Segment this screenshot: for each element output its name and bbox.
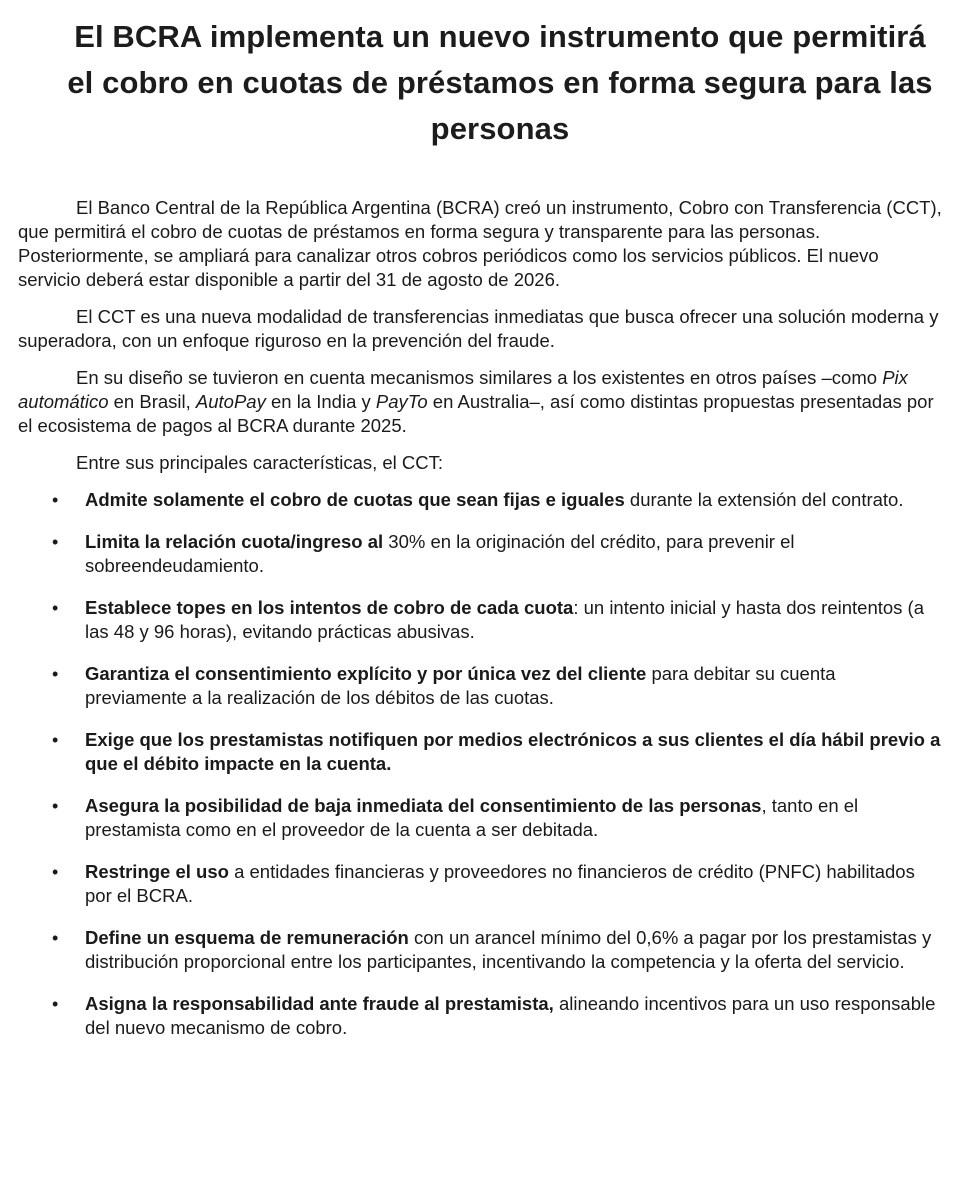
bullet-icon: • — [52, 664, 59, 684]
feature-text: a entidades financieras y proveedores no financieros de crédito (PNFC) habilitados por el BCRA. — [85, 861, 915, 906]
bullet-icon: • — [52, 994, 59, 1014]
bullet-icon: • — [52, 598, 59, 618]
payto-term: PayTo — [375, 391, 428, 412]
feature-bold: Asigna la responsabilidad ante fraude al prestamista, — [85, 993, 554, 1014]
bullet-icon: • — [52, 928, 59, 948]
feature-bold: Asegura la posibilidad de baja inmediata del consentimiento de las personas — [85, 795, 762, 816]
list-item — [18, 926, 942, 974]
design-text-a: En su diseño se tuvieron en cuenta mecanismos similares a los existentes en otros países –como — [76, 367, 883, 388]
design-text-c: en la India y — [265, 391, 376, 412]
list-item — [18, 596, 942, 644]
pix-term: Pix automático — [18, 367, 908, 412]
bullet-icon: • — [52, 862, 59, 882]
paragraph-design — [18, 366, 942, 438]
feature-text: : un intento inicial y hasta dos reintentos (a las 48 y 96 horas), evitando prácticas abusivas. — [85, 597, 925, 642]
bullet-icon: • — [52, 532, 59, 552]
feature-text: para debitar su cuenta previamente a la realización de los débitos de las cuotas. — [85, 663, 836, 708]
features-list — [18, 488, 942, 1040]
bullet-icon: • — [52, 730, 59, 750]
design-text-d: en Australia–, así como distintas propuestas presentadas por el ecosistema de pagos al BCRA durante 2025. — [18, 391, 934, 436]
paragraph-intro: El Banco Central de la República Argentina (BCRA) creó un instrumento, Cobro con Transferencia (CCT), que permitirá el cobro de cuotas de préstamos en forma segura y transparente para las personas. Posteriormente, se ampliará para canalizar otros cobros periódicos como los servicios públicos. El nuevo servicio deberá estar disponible a partir del 31 de agosto de 2026. — [18, 197, 942, 290]
bullet-icon: • — [52, 796, 59, 816]
feature-text: , tanto en el prestamista como en el proveedor de la cuenta a ser debitada. — [85, 795, 859, 840]
feature-bold: Define un esquema de remuneración — [85, 927, 409, 948]
feature-bold: Exige que los prestamistas notifiquen por medios electrónicos a sus clientes el día hábil previo a que el débito impacte en la cuenta. — [85, 729, 941, 774]
paragraph-definition: El CCT es una nueva modalidad de transferencias inmediatas que busca ofrecer una solución moderna y superadora, con un enfoque riguroso en la prevención del fraude. — [18, 306, 939, 351]
bullet-icon: • — [52, 490, 59, 510]
feature-text: alineando incentivos para un uso responsable del nuevo mecanismo de cobro. — [85, 993, 936, 1038]
feature-bold: Garantiza el consentimiento explícito y por única vez del cliente — [85, 663, 647, 684]
feature-bold: Admite solamente el cobro de cuotas que sean fijas e iguales — [85, 489, 625, 510]
list-item — [18, 992, 942, 1040]
feature-text: durante la extensión del contrato. — [624, 489, 904, 510]
list-item — [18, 530, 942, 578]
autopay-term: AutoPay — [195, 391, 266, 412]
list-item — [18, 662, 942, 710]
list-item — [18, 728, 942, 776]
feature-bold: Establece topes en los intentos de cobro de cada cuota — [85, 597, 574, 618]
feature-bold: Restringe el uso — [85, 861, 229, 882]
design-text-b: en Brasil, — [108, 391, 196, 412]
list-item — [18, 860, 942, 908]
feature-text: 30% en la originación del crédito, para prevenir el sobreendeudamiento. — [85, 531, 795, 576]
page-title: El BCRA implementa un nuevo instrumento que permitirá el cobro en cuotas de préstamos en forma segura para las personas — [67, 19, 933, 146]
feature-bold: Limita la relación cuota/ingreso al — [85, 531, 384, 552]
list-item — [18, 488, 942, 512]
list-item — [18, 794, 942, 842]
article-body — [18, 196, 942, 1058]
list-intro: Entre sus principales características, el CCT: — [76, 452, 444, 473]
feature-text: con un arancel mínimo del 0,6% a pagar por los prestamistas y distribución proporcional entre los participantes, incentivando la competencia y la oferta del servicio. — [85, 927, 932, 972]
